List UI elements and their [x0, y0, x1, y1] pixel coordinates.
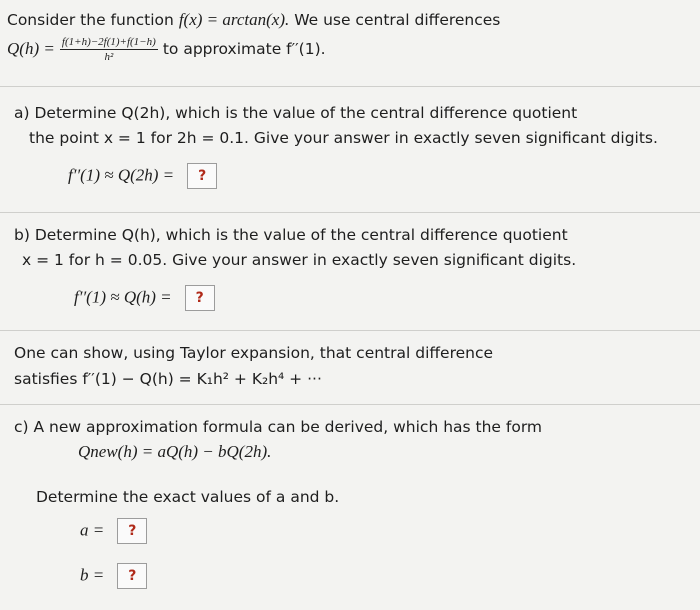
intro-tail: We use central differences: [294, 11, 501, 29]
b-label: b =: [80, 565, 105, 585]
taylor-line-2: satisfies f′′(1) − Q(h) = K₁h² + K₂h⁴ + ···: [14, 370, 322, 388]
function-definition: f(x) = arctan(x).: [178, 10, 290, 29]
fraction-numerator: f(1+h)−2f(1)+f(1−h): [61, 36, 156, 48]
part-b-eq-label: f′′(1) ≈ Q(h) =: [74, 287, 172, 307]
part-a-line-2: the point x = 1 for 2h = 0.1. Give your answer in exactly seven significant digits.: [29, 129, 658, 147]
part-b-line-2: x = 1 for h = 0.05. Give your answer in exactly seven significant digits.: [22, 251, 577, 269]
quotient-lhs: Q(h) =: [7, 39, 55, 58]
part-b-line-1: b) Determine Q(h), which is the value of the central difference quotient: [14, 226, 568, 244]
part-b-answer-box[interactable]: ?: [185, 285, 215, 311]
quotient-definition: [7, 36, 326, 63]
divider: [0, 212, 700, 213]
divider: [0, 404, 700, 405]
taylor-line-1: One can show, using Taylor expansion, that central difference: [14, 344, 494, 362]
part-c-line-1: c) A new approximation formula can be derived, which has the form: [14, 418, 543, 436]
b-answer-box[interactable]: ?: [117, 563, 147, 589]
a-label: a =: [80, 520, 105, 540]
part-c-formula: Qnew(h) = aQ(h) − bQ(2h).: [78, 442, 272, 461]
quotient-fraction: [60, 36, 158, 63]
fraction-denominator: h²: [104, 51, 114, 63]
b-equation: [80, 563, 147, 589]
a-answer-box[interactable]: ?: [117, 518, 147, 544]
part-a-line-1: a) Determine Q(2h), which is the value of the central difference quotient: [14, 104, 578, 122]
part-a-answer-box[interactable]: ?: [187, 163, 217, 189]
intro-line-1: [7, 10, 500, 30]
divider: [0, 86, 700, 87]
part-c-prompt: Determine the exact values of a and b.: [36, 488, 340, 506]
a-equation: [80, 518, 147, 544]
part-a-equation: [68, 163, 217, 189]
quotient-tail: to approximate f′′(1).: [162, 40, 326, 58]
part-a-eq-label: f′′(1) ≈ Q(2h) =: [68, 165, 175, 185]
divider: [0, 330, 700, 331]
part-b-equation: [74, 285, 215, 311]
intro-text: Consider the function: [7, 11, 174, 29]
